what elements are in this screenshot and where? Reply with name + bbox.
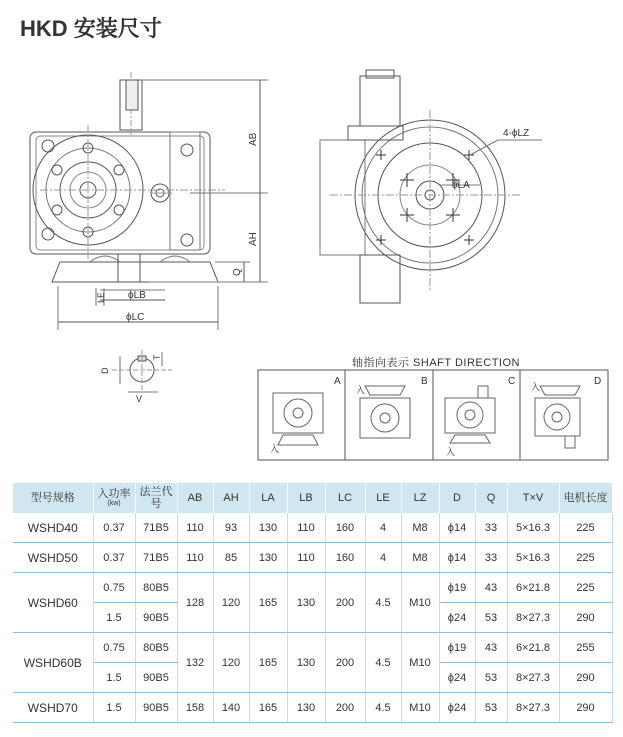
cell-power: 0.37 — [93, 513, 135, 543]
cell-power: 1.5 — [93, 693, 135, 723]
cell-ah: 120 — [213, 633, 249, 693]
cell-power: 0.37 — [93, 543, 135, 573]
cell-power: 0.75 — [93, 633, 135, 663]
cell-motor-length: 290 — [559, 693, 612, 723]
header-motor-length: 电机长度 — [559, 483, 612, 513]
direction-a: A — [334, 376, 341, 387]
entry-label-c: 入 — [446, 447, 456, 457]
label-lz: 4-ϕLZ — [503, 128, 530, 139]
table-row — [13, 573, 612, 603]
cell-model: WSHD70 — [13, 693, 93, 723]
header-q: Q — [475, 483, 507, 513]
cell-q: 43 — [475, 573, 507, 603]
entry-label-a: 入 — [270, 444, 280, 454]
cell-lz: M8 — [401, 513, 439, 543]
label-t: T — [152, 354, 162, 360]
cell-la: 165 — [249, 573, 287, 633]
cell-d: ϕ24 — [439, 693, 475, 723]
label-ab: AB — [248, 132, 259, 146]
table-row — [13, 513, 612, 543]
cell-motor-length: 255 — [559, 633, 612, 663]
label-lc: ϕLC — [126, 312, 145, 323]
cell-d: ϕ24 — [439, 603, 475, 633]
cell-lz: M8 — [401, 543, 439, 573]
cell-la: 130 — [249, 543, 287, 573]
cell-ab: 158 — [177, 693, 213, 723]
cell-d: ϕ19 — [439, 573, 475, 603]
cell-le: 4.5 — [365, 693, 401, 723]
cell-tv: 8×27.3 — [507, 693, 559, 723]
cell-flange: 90B5 — [135, 603, 177, 633]
header-ab: AB — [177, 483, 213, 513]
cell-q: 53 — [475, 663, 507, 693]
cell-model: WSHD40 — [13, 513, 93, 543]
page-title: HKD 安装尺寸 — [20, 16, 162, 41]
header-le: LE — [365, 483, 401, 513]
shaft-direction-panel — [258, 370, 608, 460]
cell-model: WSHD60 — [13, 573, 93, 633]
cell-motor-length: 225 — [559, 543, 612, 573]
direction-d: D — [594, 376, 602, 387]
cell-ab: 132 — [177, 633, 213, 693]
direction-b: B — [421, 376, 428, 387]
dimension-table — [13, 483, 612, 723]
label-ah: AH — [248, 232, 259, 246]
cell-motor-length: 225 — [559, 513, 612, 543]
header-lz: LZ — [401, 483, 439, 513]
cell-tv: 8×27.3 — [507, 603, 559, 633]
cell-lz: M10 — [401, 633, 439, 693]
header-model: 型号规格 — [13, 483, 93, 513]
cell-flange: 71B5 — [135, 513, 177, 543]
cell-flange: 90B5 — [135, 693, 177, 723]
header-power: 入功率 (kw) — [93, 483, 135, 513]
cell-d: ϕ14 — [439, 513, 475, 543]
cell-q: 53 — [475, 693, 507, 723]
label-le: LE — [96, 291, 106, 303]
cell-le: 4 — [365, 543, 401, 573]
cell-model: WSHD60B — [13, 633, 93, 693]
header-tv: T×V — [507, 483, 559, 513]
label-q: Q — [232, 268, 243, 276]
cell-motor-length: 290 — [559, 603, 612, 633]
table-row — [13, 633, 612, 663]
cell-tv: 5×16.3 — [507, 513, 559, 543]
cell-la: 130 — [249, 513, 287, 543]
cell-lc: 200 — [325, 573, 365, 633]
cell-q: 33 — [475, 513, 507, 543]
cell-flange: 90B5 — [135, 663, 177, 693]
cell-power: 1.5 — [93, 603, 135, 633]
cell-flange: 80B5 — [135, 633, 177, 663]
key-detail — [112, 350, 172, 392]
cell-ab: 110 — [177, 543, 213, 573]
cell-la: 165 — [249, 693, 287, 723]
cell-ab: 128 — [177, 573, 213, 633]
cell-ab: 110 — [177, 513, 213, 543]
cell-lb: 110 — [287, 513, 325, 543]
cell-lz: M10 — [401, 693, 439, 723]
cell-ah: 85 — [213, 543, 249, 573]
header-lc: LC — [325, 483, 365, 513]
table-row — [13, 693, 612, 723]
cell-lb: 130 — [287, 633, 325, 693]
label-la: ϕLA — [452, 180, 470, 191]
cell-flange: 71B5 — [135, 543, 177, 573]
cell-lb: 130 — [287, 573, 325, 633]
entry-label-b: 入 — [356, 385, 366, 395]
header-lb: LB — [287, 483, 325, 513]
cell-tv: 8×27.3 — [507, 663, 559, 693]
table-row — [13, 543, 612, 573]
header-la: LA — [249, 483, 287, 513]
cell-lb: 130 — [287, 693, 325, 723]
cell-d: ϕ24 — [439, 663, 475, 693]
side-view — [320, 70, 542, 303]
entry-label-d: 入 — [531, 382, 541, 392]
cell-q: 43 — [475, 633, 507, 663]
cell-flange: 80B5 — [135, 573, 177, 603]
cell-tv: 6×21.8 — [507, 633, 559, 663]
header-ah: AH — [213, 483, 249, 513]
direction-c: C — [508, 376, 516, 387]
cell-le: 4.5 — [365, 633, 401, 693]
shaft-direction-caption: 轴指向表示 SHAFT DIRECTION — [352, 357, 520, 369]
header-flange: 法兰代号 — [135, 483, 177, 513]
cell-d: ϕ19 — [439, 633, 475, 663]
cell-power: 1.5 — [93, 663, 135, 693]
cell-motor-length: 225 — [559, 573, 612, 603]
table-header-row — [13, 483, 612, 513]
cell-tv: 5×16.3 — [507, 543, 559, 573]
cell-model: WSHD50 — [13, 543, 93, 573]
cell-d: ϕ14 — [439, 543, 475, 573]
front-view — [30, 72, 268, 330]
label-lb: ϕLB — [128, 290, 146, 301]
cell-q: 33 — [475, 543, 507, 573]
cell-tv: 6×21.8 — [507, 573, 559, 603]
cell-lc: 200 — [325, 693, 365, 723]
cell-lc: 160 — [325, 513, 365, 543]
cell-motor-length: 290 — [559, 663, 612, 693]
cell-lz: M10 — [401, 573, 439, 633]
cell-lb: 110 — [287, 543, 325, 573]
cell-le: 4 — [365, 513, 401, 543]
cell-la: 165 — [249, 633, 287, 693]
cell-power: 0.75 — [93, 573, 135, 603]
cell-ah: 93 — [213, 513, 249, 543]
label-v: V — [136, 394, 143, 404]
header-d: D — [439, 483, 475, 513]
cell-ah: 140 — [213, 693, 249, 723]
cell-le: 4.5 — [365, 573, 401, 633]
cell-lc: 200 — [325, 633, 365, 693]
cell-lc: 160 — [325, 543, 365, 573]
cell-q: 53 — [475, 603, 507, 633]
label-d: D — [100, 367, 110, 374]
cell-ah: 120 — [213, 573, 249, 633]
